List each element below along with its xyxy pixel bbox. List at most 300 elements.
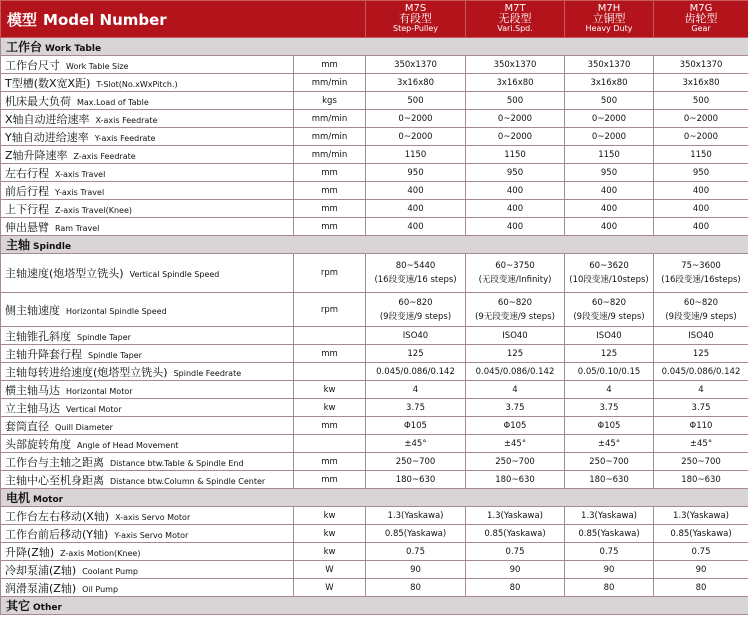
spec-label-en: Distance btw.Column & Spindle Center: [110, 476, 266, 486]
spec-value: [654, 399, 748, 417]
spec-value-main: ISO40: [688, 330, 714, 341]
spec-value-main: 500: [407, 95, 424, 106]
spec-unit: mm/min: [294, 128, 366, 146]
spec-value: [366, 293, 466, 327]
spec-value: [565, 525, 654, 543]
spec-value: [366, 363, 466, 381]
spec-label-zh: 工作台左右移动(X轴): [5, 509, 110, 523]
spec-value: [654, 543, 748, 561]
spec-value: [654, 579, 748, 597]
spec-value-main: 0.75: [505, 546, 525, 557]
spec-label: [1, 164, 294, 182]
spec-label: [1, 74, 294, 92]
spec-value-main: Φ110: [689, 420, 713, 431]
spec-label: [1, 507, 294, 525]
spec-unit: kw: [294, 381, 366, 399]
spec-value-main: 250~700: [395, 456, 436, 467]
spec-label: [1, 363, 294, 381]
model-code: M7T: [504, 3, 526, 14]
spec-value-main: 1.3(Yaskawa): [487, 510, 543, 521]
spec-value-main: 400: [692, 185, 710, 196]
spec-value: [366, 74, 466, 92]
spec-value-main: 3.75: [406, 402, 425, 413]
spec-label-zh: 主轴锥孔斜度: [5, 329, 71, 343]
spec-label-en: Spindle Feedrate: [173, 368, 242, 378]
spec-value: [565, 327, 654, 345]
spec-value: [565, 507, 654, 525]
spec-value: [366, 92, 466, 110]
spec-value-main: 3x16x80: [496, 77, 534, 88]
spec-label-en: Z-axis Feedrate: [73, 151, 136, 161]
spec-label: [1, 110, 294, 128]
spec-unit: mm/min: [294, 110, 366, 128]
spec-unit: [294, 435, 366, 453]
spec-value-main: 1.3(Yaskawa): [387, 510, 444, 521]
spec-label-en: Coolant Pump: [82, 566, 138, 576]
spec-value: [565, 471, 654, 489]
model-code: M7H: [597, 3, 621, 14]
spec-value-main: 0.045/0.086/0.142: [376, 366, 455, 377]
spec-label-en: Quill Diameter: [55, 422, 113, 432]
spec-value: [565, 399, 654, 417]
spec-unit: [294, 363, 366, 381]
spec-unit: mm/min: [294, 146, 366, 164]
spec-value: [366, 471, 466, 489]
spec-row: [1, 182, 748, 200]
spec-unit: kw: [294, 399, 366, 417]
model-zh: 有段型: [399, 12, 433, 25]
spec-label-en: Angle of Head Movement: [77, 440, 179, 450]
spec-row: [1, 561, 748, 579]
spec-value: [565, 182, 654, 200]
section-title-zh: 主轴: [6, 238, 31, 252]
model-header: [466, 1, 565, 38]
spec-value-main: 125: [692, 348, 710, 359]
spec-label-en: Y-axis Feedrate: [94, 133, 156, 143]
spec-value-main: 950: [692, 167, 710, 178]
spec-value: [654, 417, 748, 435]
model-en: Step-Pulley: [393, 24, 438, 33]
spec-value: [466, 399, 565, 417]
spec-value-main: 0.75: [406, 546, 425, 557]
section-title: [1, 236, 748, 254]
spec-label-zh: Y轴自动进给速率: [5, 130, 89, 144]
spec-value-sub: (无段变速/Infinity): [478, 275, 552, 285]
spec-value-main: 400: [506, 185, 524, 196]
spec-value-main: 60~3750: [495, 261, 535, 271]
spec-value-main: Φ105: [503, 420, 527, 431]
spec-value-main: 0~2000: [398, 113, 433, 124]
spec-value: [466, 56, 565, 74]
title-zh: 模型: [7, 10, 38, 29]
spec-label-zh: 润滑泵浦(Z轴): [5, 581, 77, 595]
spec-value: [565, 561, 654, 579]
spec-value-main: 0~2000: [683, 113, 719, 124]
spec-value: [366, 200, 466, 218]
spec-label-en: Work Table Size: [66, 61, 129, 71]
section-title-zh: 工作台: [6, 40, 43, 54]
section-title: [1, 597, 748, 615]
section-title-en: Work Table: [45, 44, 102, 54]
spec-value-main: 0.045/0.086/0.142: [475, 366, 555, 377]
spec-label-zh: 升降(Z轴): [5, 545, 55, 559]
spec-row: [1, 363, 748, 381]
model-zh: 立铜型: [592, 12, 626, 25]
spec-row: [1, 417, 748, 435]
spec-label-zh: 机床最大负荷: [5, 94, 71, 108]
spec-value: [654, 471, 748, 489]
spec-value-main: 4: [698, 384, 704, 395]
spec-label-en: Max.Load of Table: [77, 97, 149, 107]
spec-value-main: 250~700: [589, 456, 629, 467]
spec-label: [1, 543, 294, 561]
spec-value: [466, 254, 565, 293]
spec-value-main: 500: [600, 95, 618, 106]
spec-value: [654, 128, 748, 146]
spec-value: [466, 579, 565, 597]
spec-value-main: Φ105: [404, 420, 427, 431]
model-en: Heavy Duty: [585, 24, 633, 33]
spec-row: [1, 218, 748, 236]
spec-label-zh: 工作台尺寸: [5, 58, 60, 72]
spec-value: [366, 453, 466, 471]
header-row: [1, 1, 748, 38]
spec-value-main: 500: [692, 95, 710, 106]
spec-label-en: Oil Pump: [82, 584, 119, 594]
spec-row: [1, 579, 748, 597]
section-title-en: Spindle: [33, 242, 72, 252]
spec-label: [1, 381, 294, 399]
spec-value: [366, 399, 466, 417]
spec-label-zh: 工作台前后移动(Y轴): [5, 527, 109, 541]
spec-label: [1, 525, 294, 543]
spec-row: [1, 345, 748, 363]
spec-value-main: 500: [506, 95, 524, 106]
spec-value: [654, 74, 748, 92]
spec-label-en: Vertical Spindle Speed: [129, 270, 220, 279]
spec-row: [1, 399, 748, 417]
spec-value-main: 80: [509, 582, 521, 593]
spec-unit: rpm: [294, 254, 366, 293]
spec-label-zh: 套筒直径: [5, 419, 49, 433]
spec-value-main: 400: [692, 203, 710, 214]
spec-value-main: 90: [695, 564, 707, 575]
model-en: Gear: [691, 24, 711, 33]
spec-unit: kw: [294, 525, 366, 543]
spec-row: [1, 56, 748, 74]
spec-value: [565, 435, 654, 453]
spec-value: [466, 92, 565, 110]
spec-label-zh: 头部旋转角度: [5, 437, 71, 451]
spec-value-main: 80~5440: [395, 261, 436, 271]
spec-label: [1, 345, 294, 363]
spec-value: [366, 525, 466, 543]
spec-value-main: 3.75: [505, 402, 525, 413]
spec-value-main: 0.75: [599, 546, 619, 557]
section-title-zh: 其它: [6, 599, 31, 613]
spec-value: [654, 92, 748, 110]
spec-value: [366, 128, 466, 146]
spec-value-main: 0~2000: [398, 131, 433, 142]
spec-row: [1, 110, 748, 128]
spec-value-main: 180~630: [395, 474, 436, 485]
spec-label-zh: X轴自动进给速率: [5, 112, 90, 126]
spec-row: [1, 471, 748, 489]
spec-value: [366, 507, 466, 525]
spec-value: [654, 561, 748, 579]
spec-label-en: Spindle Taper: [88, 350, 142, 360]
spec-value: [654, 218, 748, 236]
spec-label: [1, 200, 294, 218]
spec-value: [466, 218, 565, 236]
spec-value-main: 0.85(Yaskawa): [484, 528, 546, 539]
spec-value: [466, 471, 565, 489]
spec-value-main: 0~2000: [683, 131, 719, 142]
spec-value-main: 80: [695, 582, 707, 593]
spec-label-en: X-axis Servo Motor: [115, 512, 191, 522]
spec-value: [466, 182, 565, 200]
spec-value: [366, 254, 466, 293]
spec-value: [466, 327, 565, 345]
spec-row: [1, 128, 748, 146]
spec-value-main: 400: [600, 221, 618, 232]
spec-unit: [294, 327, 366, 345]
model-header: [366, 1, 466, 38]
model-en: Vari.Spd.: [497, 24, 533, 33]
spec-label: [1, 128, 294, 146]
spec-value-main: 180~630: [495, 474, 535, 485]
spec-row: [1, 525, 748, 543]
spec-value-main: 1150: [598, 149, 620, 160]
spec-unit: mm: [294, 453, 366, 471]
spec-row: [1, 543, 748, 561]
spec-value-sub: (9无段变速/9 steps): [475, 311, 555, 322]
spec-value: [565, 579, 654, 597]
spec-value: [466, 507, 565, 525]
section-title-en: Other: [33, 603, 62, 613]
spec-label: [1, 561, 294, 579]
spec-value: [366, 146, 466, 164]
spec-value-main: 350x1370: [587, 59, 631, 70]
spec-label-en: Y-axis Servo Motor: [114, 530, 189, 540]
spec-value-main: 60~820: [497, 297, 533, 308]
spec-value-main: 60~820: [591, 297, 627, 308]
spec-value: [565, 92, 654, 110]
spec-value: [654, 293, 748, 327]
section-title-zh: 电机: [6, 491, 31, 505]
spec-value: [654, 345, 748, 363]
model-zh: 齿轮型: [684, 12, 718, 25]
spec-label-zh: 主轴升降套行程: [5, 347, 82, 361]
spec-value-main: 60~3620: [589, 261, 629, 271]
spec-value-main: ISO40: [402, 330, 429, 341]
spec-label: [1, 327, 294, 345]
section-header: [1, 38, 748, 56]
spec-row: [1, 327, 748, 345]
spec-value-main: 60~820: [683, 297, 719, 308]
spec-label-zh: 前后行程: [5, 184, 49, 198]
spec-label: [1, 453, 294, 471]
spec-label: [1, 218, 294, 236]
spec-value: [366, 327, 466, 345]
spec-value: [654, 363, 748, 381]
model-code: M7G: [689, 3, 713, 14]
spec-unit: kgs: [294, 92, 366, 110]
spec-value-main: 1.3(Yaskawa): [673, 510, 729, 521]
spec-label-zh: 上下行程: [5, 202, 49, 216]
spec-unit: rpm: [294, 293, 366, 327]
spec-value: [654, 254, 748, 293]
section-header: [1, 597, 748, 615]
spec-value-main: 75~3600: [681, 261, 721, 271]
spec-value-main: ±45°: [597, 438, 621, 449]
spec-value: [466, 381, 565, 399]
spec-value: [466, 74, 565, 92]
spec-value: [654, 146, 748, 164]
spec-label-en: Spindle Taper: [77, 332, 131, 342]
spec-value-main: 400: [692, 221, 710, 232]
spec-row: [1, 146, 748, 164]
spec-row: [1, 200, 748, 218]
spec-value: [366, 561, 466, 579]
spec-unit: mm: [294, 345, 366, 363]
spec-value: [565, 110, 654, 128]
spec-label-en: X-axis Feedrate: [95, 115, 158, 125]
spec-value: [565, 363, 654, 381]
spec-value-main: 125: [600, 348, 618, 359]
spec-label-zh: 横主轴马达: [5, 383, 60, 397]
spec-value-main: 3x16x80: [396, 77, 435, 88]
spec-label-zh: 左右行程: [5, 166, 49, 180]
spec-value: [466, 525, 565, 543]
spec-unit: mm: [294, 218, 366, 236]
spec-value: [366, 218, 466, 236]
spec-value-sub: (16段变速/16steps): [661, 275, 741, 285]
spec-value: [466, 453, 565, 471]
spec-value-main: 3.75: [599, 402, 619, 413]
spec-label: [1, 579, 294, 597]
spec-value-main: 0.85(Yaskawa): [670, 528, 732, 539]
spec-value-main: 350x1370: [679, 59, 723, 70]
spec-value-main: 250~700: [681, 456, 721, 467]
spec-unit: kw: [294, 543, 366, 561]
spec-value-main: 0.75: [691, 546, 711, 557]
spec-value: [466, 345, 565, 363]
spec-value: [654, 56, 748, 74]
spec-label: [1, 182, 294, 200]
spec-unit: mm/min: [294, 74, 366, 92]
spec-value: [654, 381, 748, 399]
spec-value: [466, 110, 565, 128]
spec-value-main: 3x16x80: [590, 77, 628, 88]
spec-value-main: 0.05/0.10/0.15: [577, 366, 641, 377]
spec-value: [654, 507, 748, 525]
spec-value: [565, 164, 654, 182]
spec-label: [1, 417, 294, 435]
section-title: [1, 38, 748, 56]
spec-label: [1, 293, 294, 327]
spec-value: [366, 164, 466, 182]
spec-value: [366, 543, 466, 561]
spec-label-zh: 工作台与主轴之距离: [5, 455, 104, 469]
spec-label-zh: 主轴中心至机身距离: [5, 473, 104, 487]
section-title: [1, 489, 748, 507]
spec-unit: mm: [294, 56, 366, 74]
spec-value-main: 0~2000: [497, 113, 533, 124]
section-header: [1, 489, 748, 507]
spec-value-sub: (9段变速/9 steps): [379, 311, 452, 322]
spec-value: [654, 525, 748, 543]
spec-value: [565, 200, 654, 218]
spec-value-main: 350x1370: [394, 59, 437, 70]
title-en: Model Number: [43, 10, 167, 29]
spec-value: [466, 417, 565, 435]
spec-label-en: Z-axis Motion(Knee): [60, 548, 141, 558]
spec-value: [366, 435, 466, 453]
spec-label: [1, 399, 294, 417]
spec-row: [1, 381, 748, 399]
section-header: [1, 236, 748, 254]
spec-value-main: 125: [506, 348, 524, 359]
spec-value: [565, 74, 654, 92]
spec-label-en: Horizontal Motor: [66, 386, 133, 396]
spec-label-en: T-Slot(No.xWxPitch.): [96, 79, 178, 89]
spec-value-main: 90: [603, 564, 615, 575]
spec-value-sub: (9段变速/9 steps): [665, 311, 737, 322]
section-title-en: Motor: [33, 495, 64, 505]
table-title: [1, 1, 366, 38]
spec-label-en: Z-axis Travel(Knee): [55, 205, 132, 215]
spec-unit: mm: [294, 200, 366, 218]
spec-value: [654, 453, 748, 471]
spec-value-main: 400: [600, 203, 618, 214]
spec-label-en: Ram Travel: [55, 223, 100, 233]
spec-unit: mm: [294, 471, 366, 489]
spec-value: [654, 327, 748, 345]
spec-label-zh: Z轴升降速率: [5, 148, 68, 162]
spec-value-sub: (10段变速/10steps): [569, 275, 649, 285]
spec-value-main: 3x16x80: [682, 77, 720, 88]
spec-value-main: 950: [407, 167, 424, 178]
spec-unit: kw: [294, 507, 366, 525]
model-code: M7S: [404, 3, 427, 14]
spec-value: [466, 543, 565, 561]
spec-value-main: 950: [600, 167, 618, 178]
spec-value-main: 90: [410, 564, 421, 575]
spec-value: [366, 417, 466, 435]
spec-value-main: ±45°: [404, 438, 427, 449]
spec-value-main: 950: [506, 167, 524, 178]
spec-value: [466, 293, 565, 327]
spec-label: [1, 471, 294, 489]
spec-value-main: ±45°: [689, 438, 713, 449]
spec-value-main: 4: [606, 384, 612, 395]
model-header: [565, 1, 654, 38]
spec-value-main: 60~820: [398, 297, 433, 308]
spec-label-zh: 主轴每转进给速度(炮塔型立铣头): [5, 365, 168, 379]
spec-value-sub: (9段变速/9 steps): [573, 311, 645, 322]
spec-value: [654, 110, 748, 128]
spec-value: [366, 381, 466, 399]
spec-value: [466, 200, 565, 218]
spec-label-zh: 伸出悬臂: [5, 220, 49, 234]
spec-value: [565, 417, 654, 435]
spec-value: [565, 146, 654, 164]
spec-value: [654, 182, 748, 200]
spec-value: [565, 254, 654, 293]
spec-label: [1, 254, 294, 293]
spec-value-main: 350x1370: [493, 59, 537, 70]
